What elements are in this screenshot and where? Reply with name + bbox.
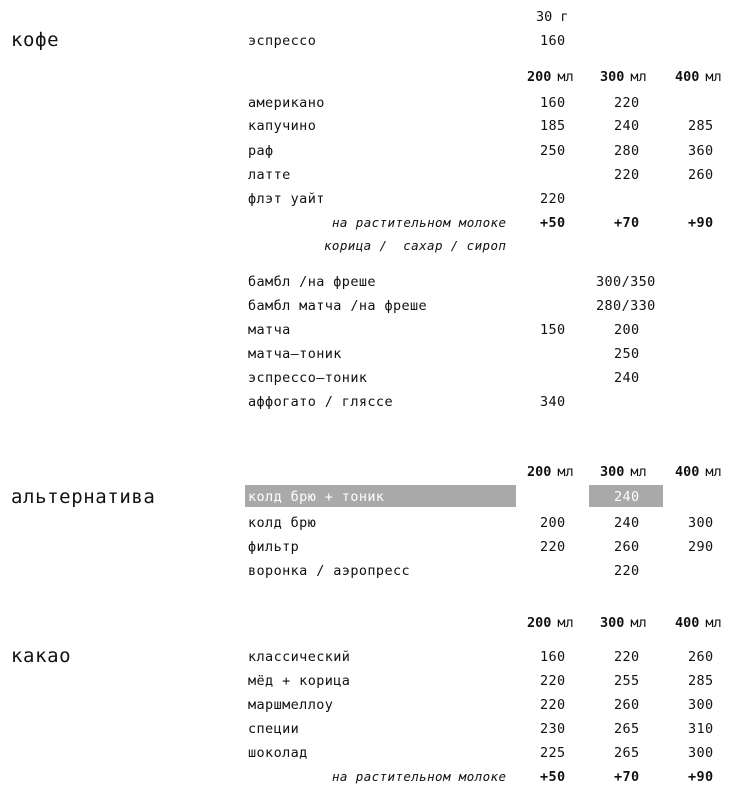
plant-milk-price-200: +50 (540, 769, 566, 785)
highlighted-price (589, 485, 663, 507)
size-header-200: 200 мл (527, 69, 574, 85)
menu-item-name: эспрессо (248, 33, 317, 49)
size-header-400: 400 мл (675, 69, 722, 85)
price-300: 200 (614, 322, 640, 338)
menu-item-name: фильтр (248, 539, 300, 555)
price-300: 240 (614, 118, 640, 134)
menu-item-name: американо (248, 95, 325, 111)
price-300: 220 (614, 563, 640, 579)
price-200: 150 (540, 322, 566, 338)
price-400: 260 (688, 167, 714, 183)
price-espresso: 160 (540, 33, 566, 49)
price-200: 230 (540, 721, 566, 737)
espresso-size-header: 30 г (536, 9, 569, 25)
price-400: 285 (688, 118, 714, 134)
menu-item-name: мёд + корица (248, 673, 351, 689)
price-200: 220 (540, 539, 566, 555)
price-400: 290 (688, 539, 714, 555)
price-400: 260 (688, 649, 714, 665)
size-header-400: 400 мл (675, 615, 722, 631)
size-header-200: 200 мл (527, 464, 574, 480)
menu-item-name: эспрессо–тоник (248, 370, 368, 386)
plant-milk-price-400: +90 (688, 215, 714, 231)
plant-milk-price-200: +50 (540, 215, 566, 231)
plant-milk-label: на растительном молоке (332, 215, 507, 230)
price-400: 300 (688, 515, 714, 531)
menu-item-name: колд брю (248, 515, 317, 531)
menu-item-name: флэт уайт (248, 191, 325, 207)
plant-milk-price-400: +90 (688, 769, 714, 785)
price-300: 220 (614, 95, 640, 111)
price-300: 240 (614, 515, 640, 531)
price-200: 160 (540, 649, 566, 665)
price-400: 300 (688, 745, 714, 761)
size-header-300: 300 мл (600, 615, 647, 631)
price-200: 250 (540, 143, 566, 159)
price-300: 240 (614, 489, 640, 505)
highlighted-row (245, 485, 516, 507)
price-200: 220 (540, 697, 566, 713)
price-300: 260 (614, 539, 640, 555)
menu-item-name: бамбл /на фреше (248, 274, 376, 290)
plant-milk-price-300: +70 (614, 769, 640, 785)
menu-item-name: колд брю + тоник (248, 489, 385, 505)
menu-item-name: воронка / аэропресс (248, 563, 411, 579)
price-400: 300 (688, 697, 714, 713)
price-400: 360 (688, 143, 714, 159)
size-header-200: 200 мл (527, 615, 574, 631)
price-400: 285 (688, 673, 714, 689)
price-300: 260 (614, 697, 640, 713)
menu-item-name: латте (248, 167, 291, 183)
menu-item-name: аффогато / гляссе (248, 394, 393, 410)
price-300: 255 (614, 673, 640, 689)
menu-item-name: классический (248, 649, 351, 665)
size-header-300: 300 мл (600, 69, 647, 85)
extras-label: корица / сахар / сироп (324, 238, 507, 253)
section-title-alternative: альтернатива (11, 486, 156, 508)
price-300: 240 (614, 370, 640, 386)
price-200: 220 (540, 673, 566, 689)
menu-item-name: бамбл матча /на фреше (248, 298, 428, 314)
menu-item-name: матча (248, 322, 291, 338)
plant-milk-label: на растительном молоке (332, 769, 507, 784)
menu-item-name: матча–тоник (248, 346, 342, 362)
plant-milk-price-300: +70 (614, 215, 640, 231)
price-300: 265 (614, 721, 640, 737)
price-200: 200 (540, 515, 566, 531)
menu-item-name: капучино (248, 118, 317, 134)
size-header-300: 300 мл (600, 464, 647, 480)
price-300: 280 (614, 143, 640, 159)
price-300: 265 (614, 745, 640, 761)
price-300: 280/330 (596, 298, 656, 314)
price-200: 160 (540, 95, 566, 111)
size-header-400: 400 мл (675, 464, 722, 480)
price-400: 310 (688, 721, 714, 737)
price-200: 225 (540, 745, 566, 761)
menu-item-name: раф (248, 143, 274, 159)
section-title-coffee: кофе (11, 29, 60, 51)
price-300: 220 (614, 167, 640, 183)
price-200: 340 (540, 394, 566, 410)
price-300: 300/350 (596, 274, 656, 290)
price-300: 220 (614, 649, 640, 665)
menu-item-name: маршмеллоу (248, 697, 334, 713)
section-title-cocoa: какао (11, 645, 72, 667)
price-200: 220 (540, 191, 566, 207)
price-200: 185 (540, 118, 566, 134)
price-300: 250 (614, 346, 640, 362)
menu-item-name: шоколад (248, 745, 308, 761)
menu-item-name: специи (248, 721, 300, 737)
